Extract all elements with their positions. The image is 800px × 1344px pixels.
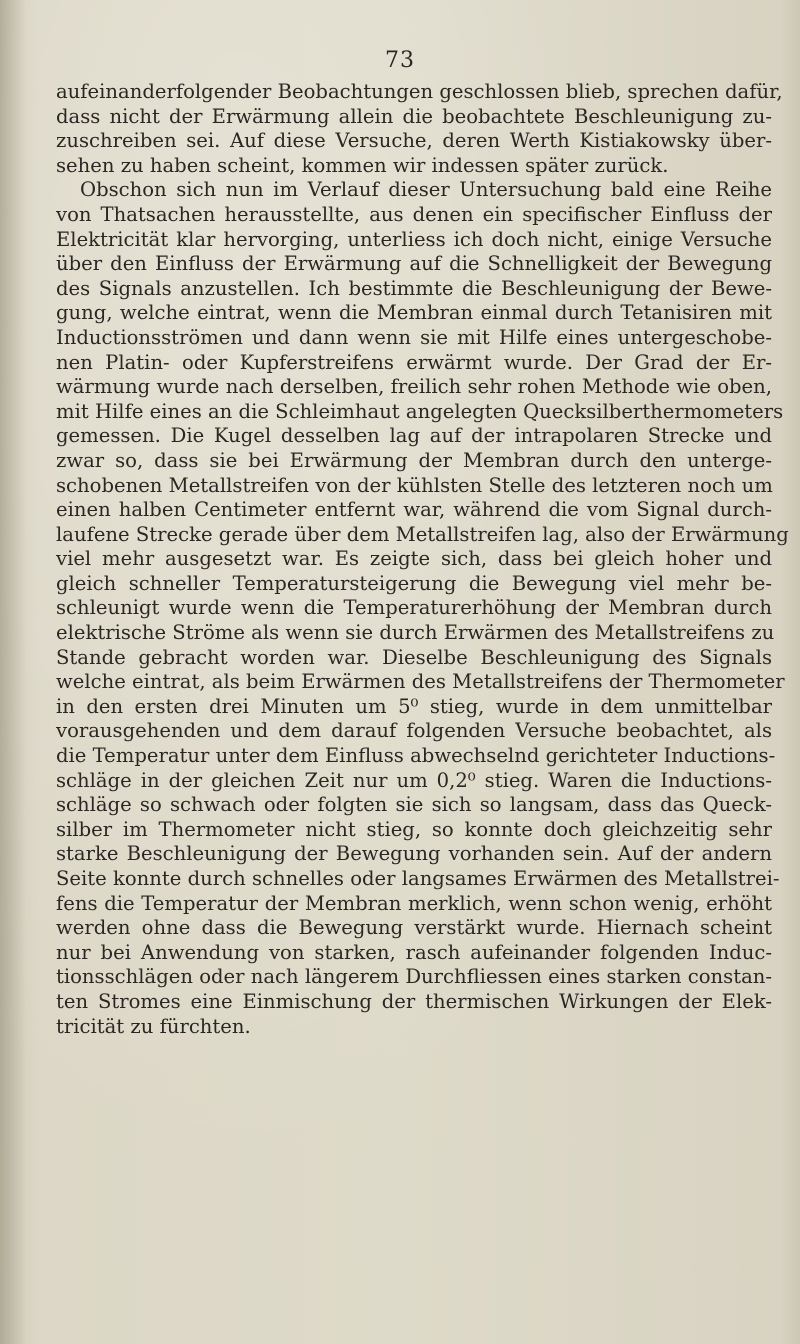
text-line: dass nicht der Erwärmung allein die beobachtete Beschleunigung zu- [56, 104, 772, 128]
text-line: laufene Strecke gerade über dem Metallstreifen lag, also der Erwärmung [56, 522, 789, 546]
text-line: Elektricität klar hervorging, unterliess ich doch nicht, einige Versuche [56, 227, 772, 251]
text-line: silber im Thermometer nicht stieg, so konnte doch gleichzeitig sehr [56, 817, 772, 841]
text-line: schläge in der gleichen Zeit nur um 0,2⁰ stieg. Waren die Inductions- [56, 768, 772, 792]
text-line: gemessen. Die Kugel desselben lag auf der intrapolaren Strecke und [56, 424, 772, 448]
text-line: aufeinanderfolgender Beobachtungen geschlossen blieb, sprechen dafür, [56, 80, 783, 103]
text-line: zuschreiben sei. Auf diese Versuche, deren Werth Kistiakowsky über- [56, 129, 772, 153]
text-line: die Temperatur unter dem Einfluss abwechselnd gerichteter Inductions- [56, 744, 776, 768]
text-line: starke Beschleunigung der Bewegung vorhanden sein. Auf der andern [56, 842, 772, 866]
text-line: schleunigt wurde wenn die Temperaturerhöhung der Membran durch [56, 596, 772, 620]
text-line: Stande gebracht worden war. Dieselbe Beschleunigung des Signals [56, 645, 772, 669]
text-line: über den Einfluss der Erwärmung auf die Schnelligkeit der Bewegung [56, 252, 772, 276]
page-number: 73 [385, 48, 415, 73]
body-text [56, 80, 789, 1039]
text-line: tionsschlägen oder nach längerem Durchfliessen eines starken constan- [56, 965, 772, 989]
text-line: Seite konnte durch schnelles oder langsames Erwärmen des Metallstrei- [56, 867, 780, 890]
text-line: zwar so, dass sie bei Erwärmung der Membran durch den unterge- [56, 448, 772, 472]
text-line: nen Platin- oder Kupferstreifens erwärmt wurde. Der Grad der Er- [56, 350, 772, 374]
text-line: wärmung wurde nach derselben, freilich sehr rohen Methode wie oben, [56, 375, 772, 399]
text-line: werden ohne dass die Bewegung verstärkt wurde. Hiernach scheint [56, 916, 772, 940]
text-line: gung, welche eintrat, wenn die Membran einmal durch Tetanisiren mit [56, 301, 772, 325]
text-line: sehen zu haben scheint, kommen wir indessen später zurück. [56, 153, 669, 177]
text-line: nur bei Anwendung von starken, rasch aufeinander folgenden Induc- [56, 940, 772, 964]
text-line: elektrische Ströme als wenn sie durch Erwärmen des Metallstreifens zu [56, 621, 775, 645]
text-line: viel mehr ausgesetzt war. Es zeigte sich, dass bei gleich hoher und [56, 547, 772, 571]
text-line: schobenen Metallstreifen von der kühlsten Stelle des letzteren noch um [56, 473, 773, 497]
text-line: von Thatsachen herausstellte, aus denen ein specifischer Einfluss der [56, 202, 772, 226]
text-line: Inductionsströmen und dann wenn sie mit Hilfe eines untergeschobe- [56, 325, 772, 349]
text-line: des Signals anzustellen. Ich bestimmte die Beschleunigung der Bewe- [56, 276, 772, 300]
text-line: Obschon sich nun im Verlauf dieser Untersuchung bald eine Reihe [80, 178, 772, 202]
text-line: einen halben Centimeter entfernt war, während die vom Signal durch- [56, 498, 772, 522]
text-line: gleich schneller Temperatursteigerung die Bewegung viel mehr be- [56, 571, 772, 595]
text-line: welche eintrat, als beim Erwärmen des Metallstreifens der Thermometer [56, 670, 785, 694]
text-line: schläge so schwach oder folgten sie sich so langsam, dass das Queck- [56, 793, 772, 817]
text-line: vorausgehenden und dem darauf folgenden Versuche beobachtet, als [56, 719, 772, 743]
text-line: ten Stromes eine Einmischung der thermischen Wirkungen der Elek- [56, 989, 772, 1013]
text-line: tricität zu fürchten. [56, 1014, 251, 1038]
page-gutter-shadow [0, 0, 26, 1344]
text-line: fens die Temperatur der Membran merklich, wenn schon wenig, erhöht [56, 891, 772, 915]
text-line: in den ersten drei Minuten um 5⁰ stieg, wurde in dem unmittelbar [56, 694, 772, 718]
text-line: mit Hilfe eines an die Schleimhaut angelegten Quecksilberthermometers [56, 399, 784, 423]
